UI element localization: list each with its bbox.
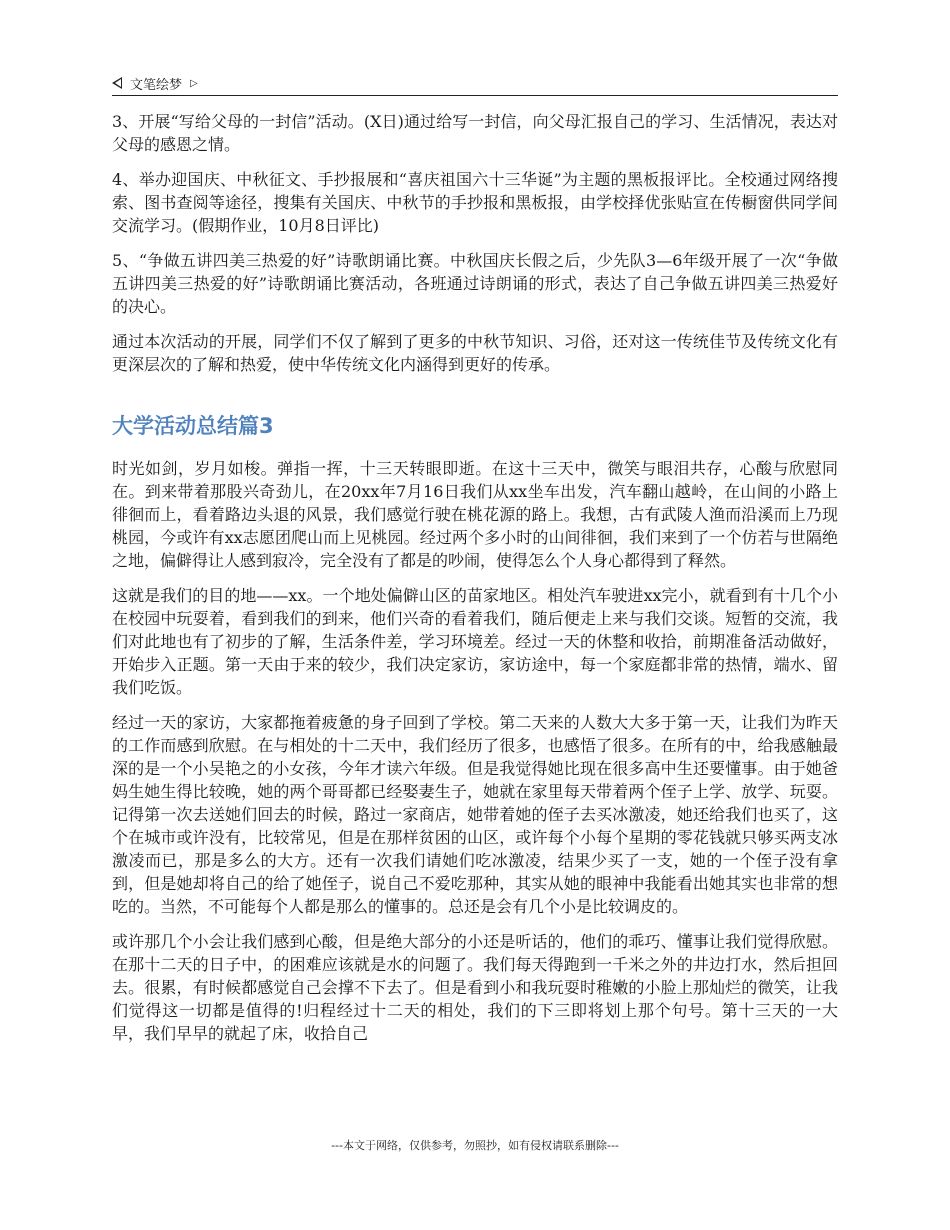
header-title: 文笔绘梦 [130, 77, 183, 93]
paragraph: 3、开展“写给父母的一封信”活动。(X日)通过给写一封信，向父母汇报自己的学习、生活情况，表达对父母的感恩之情。 [112, 112, 838, 154]
triangle-right-icon: ▷ [190, 77, 198, 89]
paragraph: 经过一天的家访，大家都拖着疲惫的身子回到了学校。第二天来的人数大大多于第一天，让我们为昨天的工作而感到欣慰。在与相处的十二天中，我们经历了很多，也感悟了很多。在所有的中，给我感触最深的是一个小吴艳之的小女孩，今年才读六年级。但是我觉得她比现在很多高中生还要懂事。由于她爸妈生她生得比较晚，她的两个哥哥都已经娶妻生子，她就在家里每天带着两个侄子上学、放学、玩耍。记得第一次去送她们回去的时候，路过一家商店，她带着她的侄子去买冰激凌，她还给我们也买了，这个在城市或许没有，比较常见，但是在那样贫困的山区，或许每个小每个星期的零花钱就只够买两支冰激凌而已，那是多么的大方。还有一次我们请她们吃冰激凌，结果少买了一支，她的一个侄子没有拿到，但是她却将自己的给了她侄子，说自己不爱吃那种，其实从她的眼神中我能看出她其实也非常的想吃的。当然，不可能每个人都是那么的懂事的。总还是会有几个小是比较调皮的。 [112, 713, 838, 916]
paragraph: 4、举办迎国庆、中秋征文、手抄报展和“喜庆祖国六十三华诞”为主题的黑板报评比。全校通过网络搜索、图书查阅等途径，搜集有关国庆、中秋节的手抄报和黑板报，由学校择优张贴宣在传橱窗供同学间交流学习。(假期作业，10月8日评比) [112, 170, 838, 235]
paragraph: 通过本次活动的开展，同学们不仅了解到了更多的中秋节知识、习俗，还对这一传统佳节及传统文化有更深层次的了解和热爱，使中华传统文化内涵得到更好的传承。 [112, 332, 838, 374]
section-heading: 大学活动总结篇3 [112, 414, 274, 438]
paragraph: 这就是我们的目的地——xx。一个地处偏僻山区的苗家地区。相处汽车驶进xx完小，就看到有十几个小在校园中玩耍着，看到我们的到来，他们兴奇的看着我们，随后便走上来与我们交谈。短暂的交流，我们对此地也有了初步的了解，生活条件差，学习环境差。经过一天的休整和收拾，前期准备活动做好，开始步入正题。第一天由于来的较少，我们决定家访，家访途中，每一个家庭都非常的热情，端水、留我们吃饭。 [112, 586, 838, 697]
paragraph: 或许那几个小会让我们感到心酸，但是绝大部分的小还是听话的，他们的乖巧、懂事让我们觉得欣慰。在那十二天的日子中，的困难应该就是水的问题了。我们每天得跑到一千米之外的井边打水，然后担回去。很累，有时候都感觉自己会撑不下去了。但是看到小和我玩耍时稚嫩的小脸上那灿烂的微笑，让我们觉得这一切都是值得的!归程经过十二天的相处，我们的下三即将划上那个句号。第十三天的一大早，我们早早的就起了床，收拾自己 [112, 932, 838, 1043]
document-body [112, 110, 838, 1057]
page-header [112, 71, 838, 96]
paragraph: 5、“争做五讲四美三热爱的好”诗歌朗诵比赛。中秋国庆长假之后，少先队3—6年级开展了一次“争做五讲四美三热爱的好”诗歌朗诵比赛活动，各班通过诗朗诵的形式，表达了自己争做五讲四美三热爱好的决心。 [112, 251, 838, 316]
page-footer: ---本文于网络，仅供参考，勿照抄，如有侵权请联系删除--- [331, 1139, 619, 1152]
triangle-left-icon [112, 77, 122, 89]
paragraph: 时光如剑，岁月如梭。弹指一挥，十三天转眼即逝。在这十三天中，微笑与眼泪共存，心酸与欣慰同在。到来带着那股兴奇劲儿，在20xx年7月16日我们从xx坐车出发，汽车翻山越岭，在山间的小路上徘徊而上，看着路边头退的风景，我们感觉行驶在桃花源的路上。我想，古有武陵人渔而沿溪而上乃现桃园，今或许有xx志愿团爬山而上见桃园。经过两个多小时的山间徘徊，我们来到了一个仿若与世隔绝之地，偏僻得让人感到寂冷，完全没有了都是的吵闹，使得怎么个人身心都得到了释然。 [112, 459, 838, 570]
